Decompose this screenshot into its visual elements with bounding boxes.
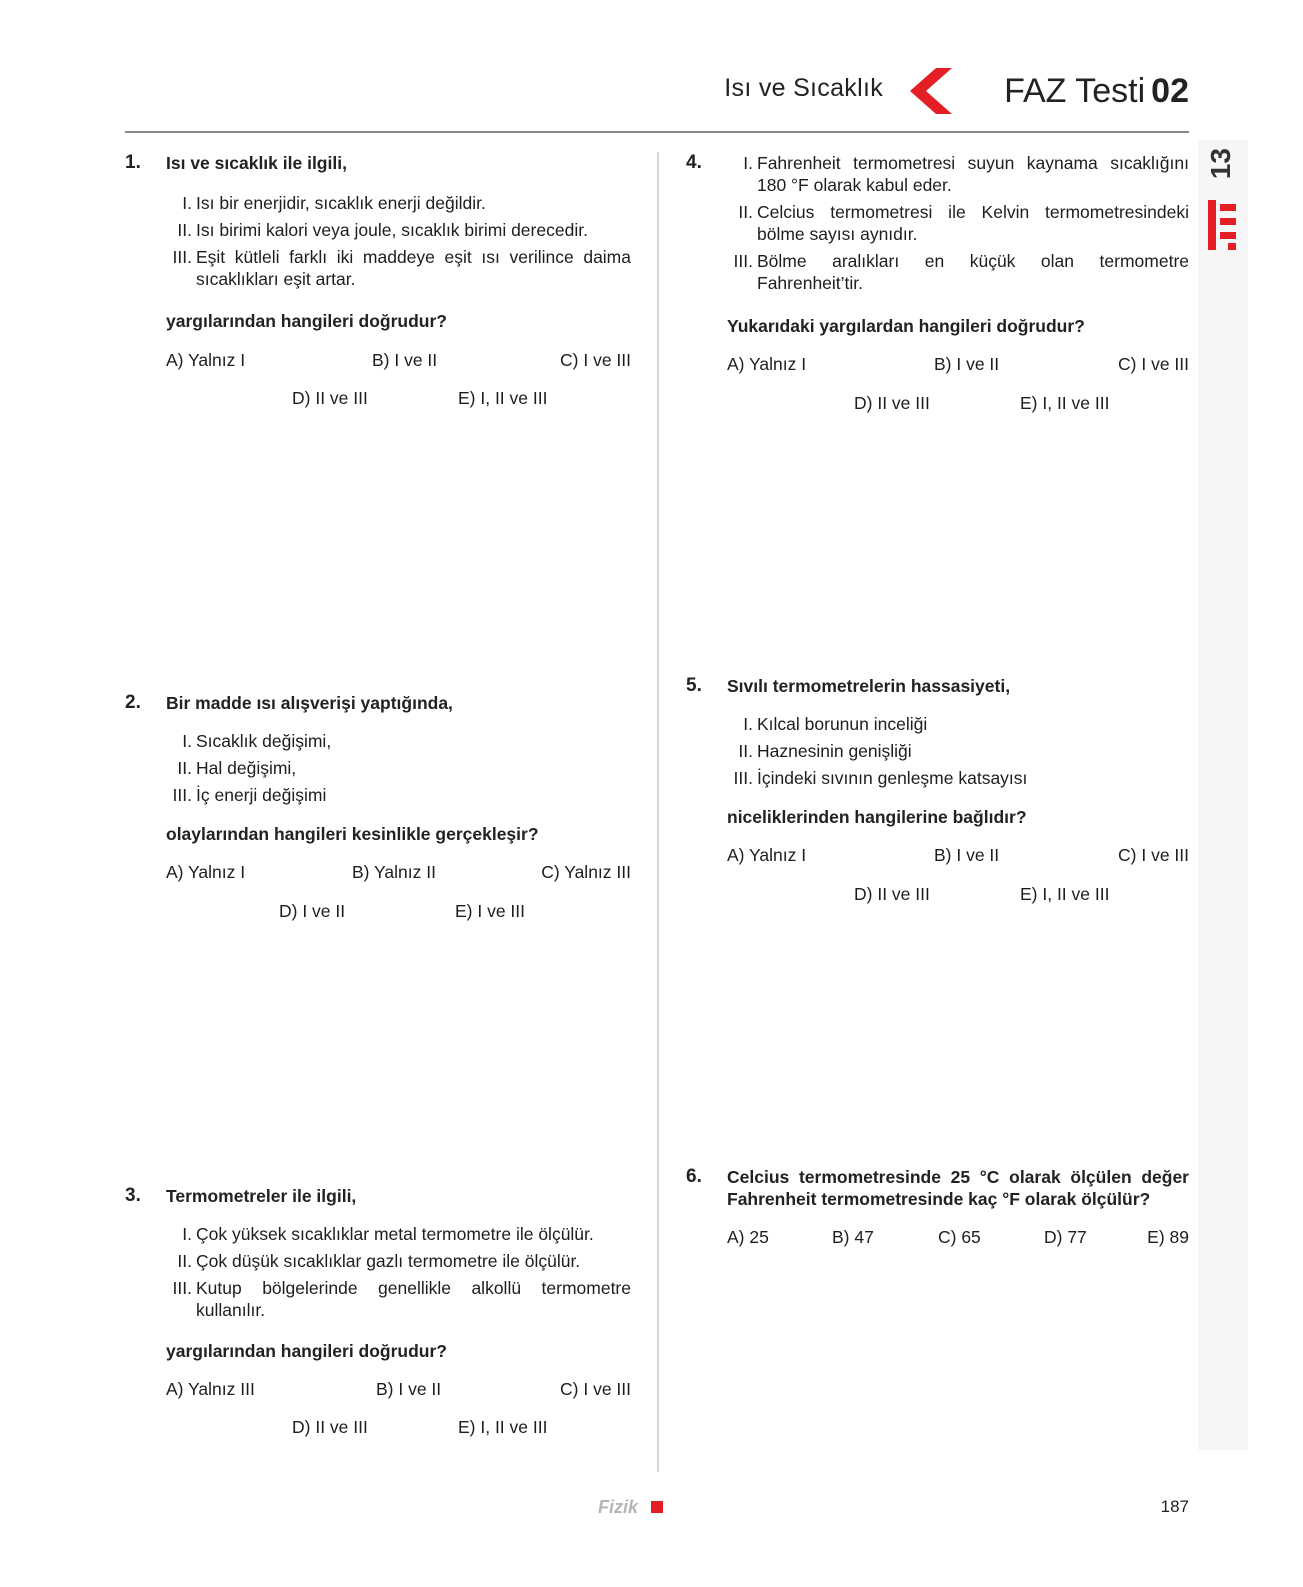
statement: III. İçindeki sıvının genleşme katsayısı bbox=[733, 768, 1028, 788]
side-tab-number: 13 bbox=[1205, 148, 1236, 180]
statement-list bbox=[727, 152, 1189, 299]
option-b[interactable]: B) I ve II bbox=[934, 354, 1000, 374]
option-d[interactable]: D) II ve III bbox=[292, 388, 368, 408]
statement: II. Hal değişimi, bbox=[177, 758, 297, 778]
option-b[interactable]: B) 47 bbox=[832, 1227, 874, 1247]
question-stem: Celcius termometresinde 25 °C olarak ölçülen değer Fahrenheit termometresinde kaç °F olarak ölçülür? bbox=[727, 1167, 1189, 1209]
option-e[interactable]: E) I ve III bbox=[455, 901, 526, 921]
question-number: 5. bbox=[686, 675, 702, 696]
statement-list bbox=[166, 1223, 631, 1326]
test-number: 02 bbox=[1151, 72, 1189, 110]
option-b[interactable]: B) I ve II bbox=[372, 350, 438, 370]
question-number: 2. bbox=[125, 692, 141, 713]
question-prompt: yargılarından hangileri doğrudur? bbox=[166, 311, 447, 331]
option-c[interactable]: C) 65 bbox=[938, 1227, 981, 1247]
side-tab bbox=[1198, 140, 1248, 1450]
option-a[interactable]: A) Yalnız I bbox=[727, 354, 807, 374]
test-title bbox=[1004, 72, 1189, 111]
question-prompt: niceliklerinden hangilerine bağlıdır? bbox=[727, 807, 1027, 827]
page-number: 187 bbox=[1160, 1497, 1189, 1516]
question-stem: Isı ve sıcaklık ile ilgili, bbox=[166, 153, 347, 173]
option-a[interactable]: A) Yalnız I bbox=[166, 350, 246, 370]
option-e[interactable]: E) I, II ve III bbox=[1020, 393, 1110, 413]
option-b[interactable]: B) Yalnız II bbox=[352, 862, 436, 882]
statement-list bbox=[166, 192, 631, 295]
statement: I. Çok yüksek sıcaklıklar metal termometre ile ölçülür. bbox=[182, 1224, 594, 1244]
statement: I. Fahrenheit termometresi suyun kaynama sıcaklığını 180 °F olarak kabul eder. bbox=[743, 153, 1189, 195]
question-stem: Sıvılı termometrelerin hassasiyeti, bbox=[727, 676, 1011, 696]
statement-list bbox=[727, 713, 1189, 794]
question-number: 1. bbox=[125, 152, 141, 173]
page-header bbox=[0, 0, 1303, 140]
statement: III. Eşit kütleli farklı iki maddeye eşit ısı verilince daima sıcaklıkları eşit artar. bbox=[172, 247, 631, 289]
statement: II. Isı birimi kalori veya joule, sıcaklık birimi derecedir. bbox=[177, 220, 588, 240]
statement: III. Kutup bölgelerinde genellikle alkollü termometre kullanılır. bbox=[172, 1278, 631, 1320]
column-divider bbox=[657, 152, 659, 1472]
option-c[interactable]: C) Yalnız III bbox=[541, 862, 631, 882]
option-d[interactable]: D) II ve III bbox=[292, 1417, 368, 1437]
chevron-left-icon bbox=[908, 68, 952, 114]
question-number: 3. bbox=[125, 1185, 141, 1206]
statement: I. Sıcaklık değişimi, bbox=[182, 731, 332, 751]
option-c[interactable]: C) I ve III bbox=[560, 1379, 631, 1399]
question-stem: Termometreler ile ilgili, bbox=[166, 1186, 357, 1206]
option-b[interactable]: B) I ve II bbox=[376, 1379, 442, 1399]
option-e[interactable]: E) I, II ve III bbox=[1020, 884, 1110, 904]
option-e[interactable]: E) I, II ve III bbox=[458, 388, 548, 408]
option-a[interactable]: A) 25 bbox=[727, 1227, 769, 1247]
option-c[interactable]: C) I ve III bbox=[560, 350, 631, 370]
option-d[interactable]: D) I ve II bbox=[279, 901, 346, 921]
question-stem: Bir madde ısı alışverişi yaptığında, bbox=[166, 693, 453, 713]
statement: II. Celcius termometresi ile Kelvin termometresindeki bölme sayısı aynıdır. bbox=[738, 202, 1189, 244]
brand-mark-icon bbox=[1208, 200, 1238, 250]
question-prompt: Yukarıdaki yargılardan hangileri doğrudur? bbox=[727, 316, 1085, 336]
option-a[interactable]: A) Yalnız I bbox=[166, 862, 246, 882]
statement: III. İç enerji değişimi bbox=[172, 785, 327, 805]
option-d[interactable]: D) II ve III bbox=[854, 884, 930, 904]
option-a[interactable]: A) Yalnız I bbox=[727, 845, 807, 865]
option-e[interactable]: E) I, II ve III bbox=[458, 1417, 548, 1437]
statement: II. Çok düşük sıcaklıklar gazlı termometre ile ölçülür. bbox=[177, 1251, 581, 1271]
test-title-label: FAZ Testi bbox=[1004, 72, 1146, 110]
footer-square-icon bbox=[651, 1501, 663, 1513]
header-divider bbox=[125, 131, 1189, 133]
option-b[interactable]: B) I ve II bbox=[934, 845, 1000, 865]
statement-list bbox=[166, 730, 631, 811]
statement: III. Bölme aralıkları en küçük olan termometre Fahrenheit’tir. bbox=[733, 251, 1189, 293]
statement: II. Haznesinin genişliği bbox=[738, 741, 912, 761]
question-number: 4. bbox=[686, 152, 702, 173]
statement: I. Isı bir enerjidir, sıcaklık enerji değildir. bbox=[182, 193, 486, 213]
statement: I. Kılcal borunun inceliği bbox=[743, 714, 928, 734]
option-d[interactable]: D) II ve III bbox=[854, 393, 930, 413]
question-prompt: olaylarından hangileri kesinlikle gerçekleşir? bbox=[166, 824, 539, 844]
question-prompt: yargılarından hangileri doğrudur? bbox=[166, 1341, 447, 1361]
chapter-topic: Isı ve Sıcaklık bbox=[724, 74, 883, 102]
footer-subject: Fizik bbox=[598, 1497, 639, 1517]
option-e[interactable]: E) 89 bbox=[1147, 1227, 1189, 1247]
option-c[interactable]: C) I ve III bbox=[1118, 354, 1189, 374]
option-a[interactable]: A) Yalnız III bbox=[166, 1379, 255, 1399]
option-c[interactable]: C) I ve III bbox=[1118, 845, 1189, 865]
option-d[interactable]: D) 77 bbox=[1044, 1227, 1087, 1247]
question-number: 6. bbox=[686, 1166, 702, 1187]
